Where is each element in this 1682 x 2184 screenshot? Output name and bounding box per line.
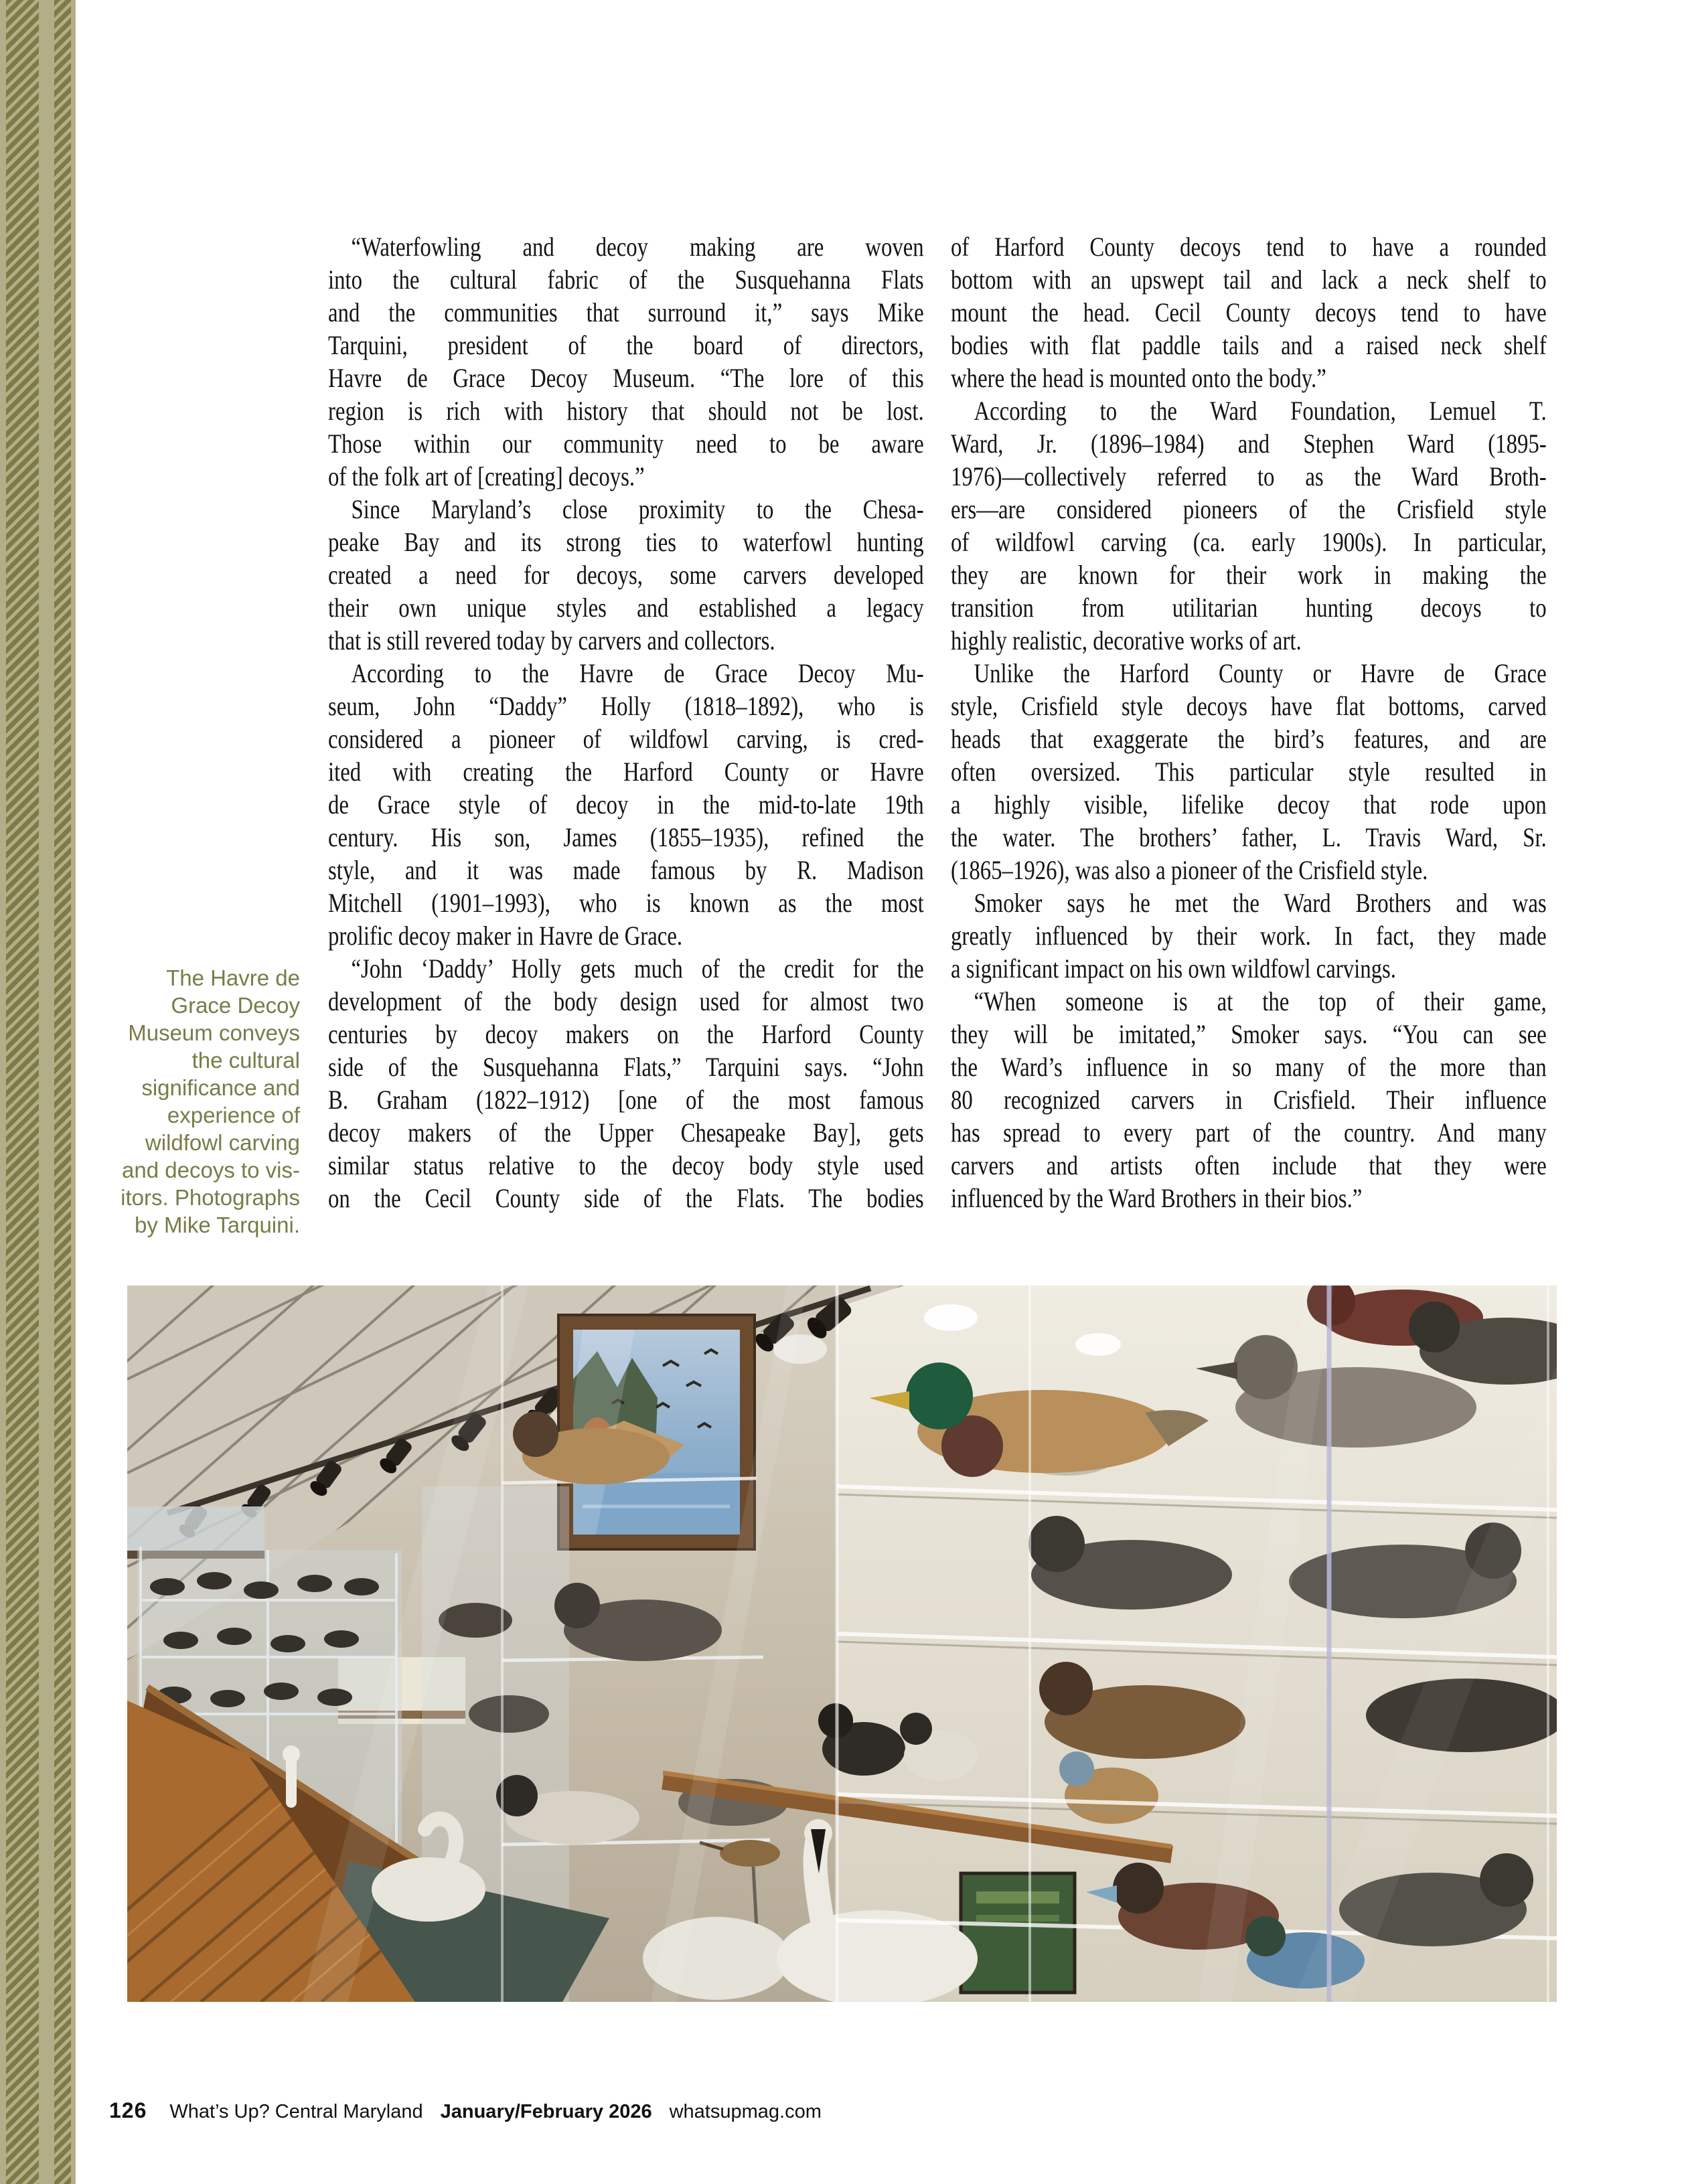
- body-line: peake Bay and its strong ties to waterfowl hunting: [328, 527, 924, 557]
- page-number: 126: [109, 2098, 147, 2122]
- body-line: a highly visible, lifelike decoy that rode upon: [951, 789, 1547, 820]
- body-line: Ward, Jr. (1896–1984) and Stephen Ward (1895-: [951, 428, 1547, 459]
- body-line: into the cultural fabric of the Susquehanna Flats: [328, 264, 924, 295]
- body-line: often oversized. This particular style resulted in: [951, 757, 1547, 787]
- body-line: “Waterfowling and decoy making are woven: [351, 232, 924, 262]
- caption-line: the cultural: [192, 1048, 300, 1073]
- photo-caption: [79, 964, 300, 1239]
- body-line: ited with creating the Harford County or Havre: [328, 757, 924, 787]
- green-print: [961, 1873, 1075, 1993]
- body-line: style, Crisfield style decoys have flat bottoms, carved: [951, 691, 1547, 721]
- caption-line: significance and: [141, 1075, 300, 1100]
- body-line: B. Graham (1822–1912) [one of the most famous: [328, 1085, 924, 1115]
- body-line: century. His son, James (1855–1935), refined the: [328, 822, 924, 852]
- body-line: region is rich with history that should not be lost.: [328, 396, 924, 426]
- body-line: bottom with an upswept tail and lack a neck shelf to: [951, 264, 1547, 295]
- body-line: 1976)—collectively referred to as the Ward Broth-: [951, 461, 1547, 491]
- body-line: “John ‘Daddy’ Holly gets much of the credit for the: [351, 953, 924, 984]
- body-line: that is still revered today by carvers and collectors.: [328, 625, 775, 655]
- striped-border: [0, 0, 76, 2184]
- body-line: where the head is mounted onto the body.”: [951, 363, 1326, 393]
- body-line: greatly influenced by their work. In fact, they made: [951, 921, 1547, 951]
- body-line: considered a pioneer of wildfowl carving, is cred-: [328, 724, 924, 754]
- caption-line: experience of: [167, 1103, 300, 1127]
- website-url: whatsupmag.com: [669, 2101, 822, 2122]
- body-line: of the folk art of [creating] decoys.”: [328, 461, 645, 491]
- body-line: According to the Ward Foundation, Lemuel T.: [974, 396, 1547, 426]
- caption-line: Grace Decoy: [171, 993, 300, 1018]
- body-line: a significant impact on his own wildfowl carvings.: [951, 953, 1396, 984]
- body-line: the water. The brothers’ father, L. Travis Ward, Sr.: [951, 822, 1547, 852]
- stripe-band: [6, 0, 39, 2184]
- body-line: development of the body design used for almost two: [328, 986, 924, 1016]
- body-line: heads that exaggerate the bird’s features, and are: [951, 724, 1547, 754]
- body-line: the Ward’s influence in so many of the more than: [951, 1052, 1547, 1082]
- body-line: and the communities that surround it,” says Mike: [328, 297, 924, 327]
- body-line: similar status relative to the decoy body style used: [328, 1150, 924, 1180]
- article-column-right: [951, 230, 1547, 1215]
- body-line: 80 recognized carvers in Crisfield. Their influence: [951, 1085, 1547, 1115]
- body-line: side of the Susquehanna Flats,” Tarquini says. “John: [328, 1052, 924, 1082]
- body-line: Havre de Grace Decoy Museum. “The lore of this: [328, 363, 924, 393]
- body-line: decoy makers of the Upper Chesapeake Bay], gets: [328, 1117, 924, 1148]
- article-column-left: [328, 230, 924, 1215]
- body-line: on the Cecil County side of the Flats. The bodies: [328, 1183, 924, 1213]
- caption-line: The Havre de: [166, 965, 300, 990]
- recessed-light: [1075, 1333, 1121, 1356]
- body-line: mount the head. Cecil County decoys tend to have: [951, 297, 1547, 327]
- body-line: their own unique styles and established a legacy: [328, 593, 924, 623]
- body-line: prolific decoy maker in Havre de Grace.: [328, 921, 683, 951]
- body-line: Tarquini, president of the board of directors,: [328, 330, 924, 360]
- body-line: Unlike the Harford County or Havre de Grace: [974, 658, 1547, 688]
- recessed-light: [924, 1304, 978, 1331]
- body-line: Smoker says he met the Ward Brothers and was: [974, 888, 1547, 918]
- stripe-band: [54, 0, 71, 2184]
- body-line: has spread to every part of the country. And many: [951, 1117, 1547, 1148]
- body-line: seum, John “Daddy” Holly (1818–1892), who is: [328, 691, 924, 721]
- caption-line: wildfowl carving: [145, 1130, 300, 1155]
- issue-date: January/February 2026: [440, 2101, 652, 2122]
- body-line: “When someone is at the top of their game,: [974, 986, 1547, 1016]
- body-line: highly realistic, decorative works of art.: [951, 625, 1302, 655]
- body-line: According to the Havre de Grace Decoy Mu-: [351, 658, 924, 688]
- page-footer: [109, 2098, 822, 2123]
- body-line: Mitchell (1901–1993), who is known as the most: [328, 888, 924, 918]
- body-line: carvers and artists often include that they were: [951, 1150, 1547, 1180]
- body-line: they will be imitated,” Smoker says. “You can see: [951, 1019, 1547, 1049]
- caption-line: itors. Photographs: [121, 1185, 300, 1210]
- magazine-name: What’s Up? Central Maryland: [169, 2101, 423, 2122]
- body-line: of wildfowl carving (ca. early 1900s). In particular,: [951, 527, 1547, 557]
- body-line: influenced by the Ward Brothers in their bios.”: [951, 1183, 1363, 1213]
- body-line: bodies with flat paddle tails and a raised neck shelf: [951, 330, 1547, 360]
- caption-line: and decoys to vis-: [122, 1158, 300, 1182]
- museum-photo: [127, 1285, 1557, 2002]
- body-line: Since Maryland’s close proximity to the Chesa-: [351, 494, 924, 524]
- museum-photo-art: [127, 1285, 1557, 2002]
- body-line: (1865–1926), was also a pioneer of the Crisfield style.: [951, 855, 1428, 885]
- body-line: centuries by decoy makers on the Harford County: [328, 1019, 924, 1049]
- body-line: created a need for decoys, some carvers developed: [328, 560, 924, 590]
- body-line: ers—are considered pioneers of the Crisfield style: [951, 494, 1547, 524]
- mirror-band: [127, 1506, 264, 1555]
- caption-line: by Mike Tarquini.: [134, 1213, 300, 1237]
- body-line: of Harford County decoys tend to have a rounded: [951, 232, 1547, 262]
- body-line: transition from utilitarian hunting decoys to: [951, 593, 1547, 623]
- caption-line: Museum conveys: [128, 1020, 300, 1045]
- body-line: they are known for their work in making the: [951, 560, 1547, 590]
- body-line: Those within our community need to be aware: [328, 428, 924, 459]
- body-line: de Grace style of decoy in the mid-to-late 19th: [328, 789, 924, 820]
- body-line: style, and it was made famous by R. Madison: [328, 855, 924, 885]
